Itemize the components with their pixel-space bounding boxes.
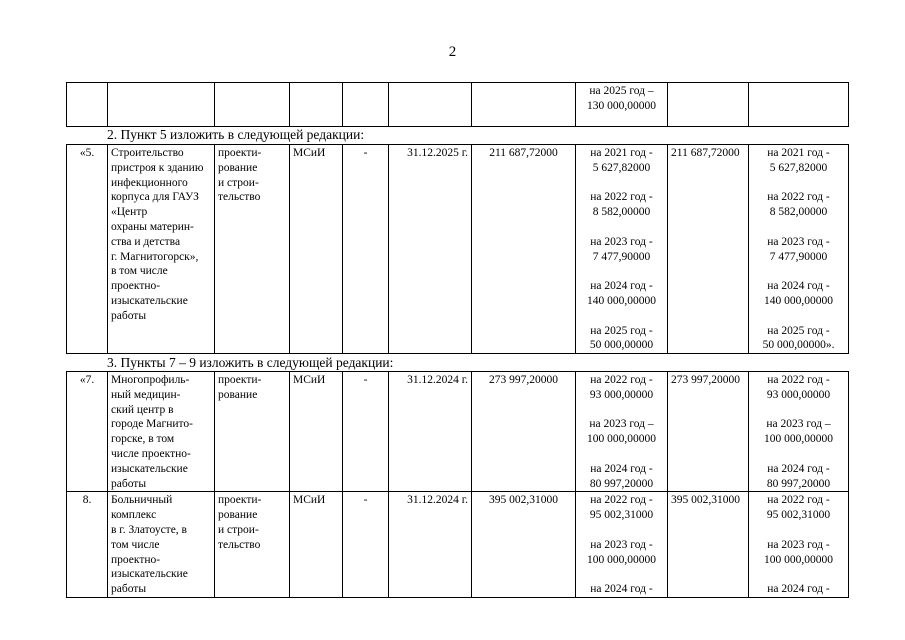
funding-year: на 2022 год -	[767, 374, 830, 386]
deadline: 31.12.2024 г.	[389, 492, 472, 598]
work-type	[215, 372, 290, 492]
funding-year: на 2025 год -	[767, 324, 830, 337]
row-number: 8.	[67, 492, 108, 598]
funding-year: на 2023 год –	[589, 418, 654, 431]
object-name-line: охраны материн-	[111, 220, 194, 233]
object-name-line: числе проектно-	[111, 447, 191, 460]
section-heading-3: 3. Пункты 7 – 9 изложить в следующей редакции:	[107, 355, 394, 370]
object-name	[108, 372, 215, 492]
funding-amount: 100 000,00000	[587, 553, 656, 566]
object-name	[108, 145, 215, 354]
funding-amount: 140 000,00000	[587, 294, 656, 307]
funding-schedule	[576, 492, 668, 598]
object-name	[108, 492, 215, 598]
funding-year: на 2024 год -	[767, 462, 830, 475]
deadline: 31.12.2025 г.	[389, 145, 472, 354]
work-type-line: проекти-	[218, 494, 262, 507]
funding-year: на 2024 год -	[767, 280, 830, 293]
funding-amount: 93 000,00000	[589, 388, 654, 401]
table-items-7-8	[66, 371, 849, 598]
object-name-line: «Центр	[111, 206, 148, 219]
funding-amount: 8 582,00000	[592, 206, 651, 219]
object-name-line: ства и детства	[111, 235, 181, 248]
work-type-line: тельство	[218, 191, 261, 204]
funding-amount: 95 002,31000	[589, 509, 654, 522]
object-name-line: пристроя к зданию	[111, 161, 204, 174]
funding-year: на 2024 год -	[590, 280, 653, 293]
work-type-line: и строи-	[218, 523, 259, 536]
funding-year: на 2023 год -	[767, 538, 830, 551]
object-name-line: Больничный	[111, 494, 173, 507]
object-name-line: работы	[111, 477, 147, 490]
object-name-line: работы	[111, 583, 147, 596]
table-item-5	[66, 144, 849, 354]
table-row	[67, 372, 849, 492]
funding-year: на 2023 год -	[590, 235, 653, 248]
total-amount: 273 997,20000	[668, 372, 749, 492]
work-type-line: рование	[218, 509, 258, 522]
funding-amount: 80 997,20000	[589, 477, 654, 490]
object-name-line: в г. Златоусте, в	[111, 523, 187, 536]
funding-year: на 2023 год -	[590, 538, 653, 551]
funding-amount: 7 477,90000	[769, 250, 828, 263]
work-type-line: рование	[218, 161, 258, 174]
estimated-cost: 395 002,31000	[472, 492, 576, 598]
funding-year: на 2021 год -	[767, 147, 830, 159]
funding-amount: 140 000,00000	[764, 294, 833, 307]
funding-amount: 50 000,00000».	[762, 339, 835, 352]
funding-schedule-2	[749, 372, 849, 492]
funding-year: на 2022 год -	[767, 494, 830, 507]
work-type-line: проекти-	[218, 374, 262, 386]
dash-cell: -	[343, 492, 389, 598]
object-name-line: городе Магнито-	[111, 418, 193, 431]
table-row	[67, 145, 849, 354]
funding-amount: 100 000,00000	[764, 553, 833, 566]
object-name-line: ный медицин-	[111, 388, 181, 401]
dash-cell: -	[343, 145, 389, 354]
funding-year: на 2022 год -	[767, 191, 830, 204]
funding-year: на 2024 год -	[590, 462, 653, 475]
row-number: «7.	[67, 372, 108, 492]
funding-year: на 2022 год -	[590, 191, 653, 204]
customer: МСиИ	[290, 492, 343, 598]
funding-amount: 8 582,00000	[769, 206, 828, 219]
funding-amount: 5 627,82000	[769, 161, 828, 174]
funding-schedule-2	[749, 145, 849, 354]
total-amount: 395 002,31000	[668, 492, 749, 598]
funding-year: на 2025 год -	[590, 324, 653, 337]
work-type-line: тельство	[218, 538, 261, 551]
funding-year: на 2023 год -	[767, 235, 830, 248]
funding-year: на 2022 год -	[590, 494, 653, 507]
object-name-line: изыскательские	[111, 294, 188, 307]
table-top-fragment	[66, 82, 849, 127]
row-number: «5.	[67, 145, 108, 354]
funding-amount: 50 000,00000	[589, 339, 654, 352]
deadline: 31.12.2024 г.	[389, 372, 472, 492]
object-name-line: г. Магнитогорск»,	[111, 250, 199, 263]
customer: МСиИ	[290, 372, 343, 492]
work-type-line: и строи-	[218, 176, 259, 189]
funding-schedule-2	[749, 492, 849, 598]
work-type	[215, 145, 290, 354]
object-name-line: том числе	[111, 538, 160, 551]
funding-year: на 2023 год –	[766, 418, 831, 431]
object-name-line: изыскательские	[111, 462, 188, 475]
object-name-line: работы	[111, 309, 147, 322]
object-name-line: проектно-	[111, 553, 161, 566]
funding-amount: 100 000,00000	[587, 433, 656, 446]
work-type-line: проекти-	[218, 147, 262, 159]
customer: МСиИ	[290, 145, 343, 354]
object-name-line: Многопрофиль-	[111, 374, 190, 386]
funding-year: на 2021 год -	[590, 147, 653, 159]
table-row	[67, 83, 849, 127]
funding-amount: 93 000,00000	[766, 388, 831, 401]
page-number: 2	[448, 44, 457, 60]
dash-cell: -	[343, 372, 389, 492]
section-heading-2: 2. Пункт 5 изложить в следующей редакции:	[107, 127, 365, 142]
funding-amount: 100 000,00000	[764, 433, 833, 446]
object-name-line: Строительство	[111, 147, 184, 159]
object-name-line: проектно-	[111, 280, 161, 293]
funding-schedule	[576, 145, 668, 354]
funding-year: на 2024 год -	[767, 583, 830, 596]
object-name-line: корпуса для ГАУЗ	[111, 191, 199, 204]
table-row	[67, 492, 849, 598]
estimated-cost: 273 997,20000	[472, 372, 576, 492]
funding-amount: 95 002,31000	[766, 509, 831, 522]
funding-year: на 2024 год -	[590, 583, 653, 596]
estimated-cost: 211 687,72000	[472, 145, 576, 354]
work-type	[215, 492, 290, 598]
funding-schedule	[576, 372, 668, 492]
object-name-line: комплекс	[111, 509, 157, 522]
funding-amount: 7 477,90000	[592, 250, 651, 263]
object-name-line: инфекционного	[111, 176, 188, 189]
object-name-line: горске, в том	[111, 433, 175, 446]
funding-year: на 2022 год -	[590, 374, 653, 386]
total-amount: 211 687,72000	[668, 145, 749, 354]
work-type-line: рование	[218, 388, 258, 401]
object-name-line: ский центр в	[111, 403, 174, 416]
funding-amount: 5 627,82000	[592, 161, 651, 174]
object-name-line: в том числе	[111, 265, 168, 278]
funding-amount: 80 997,20000	[766, 477, 831, 490]
object-name-line: изыскательские	[111, 568, 188, 581]
funding-cell: на 2025 год – 130 000,00000	[576, 83, 668, 127]
